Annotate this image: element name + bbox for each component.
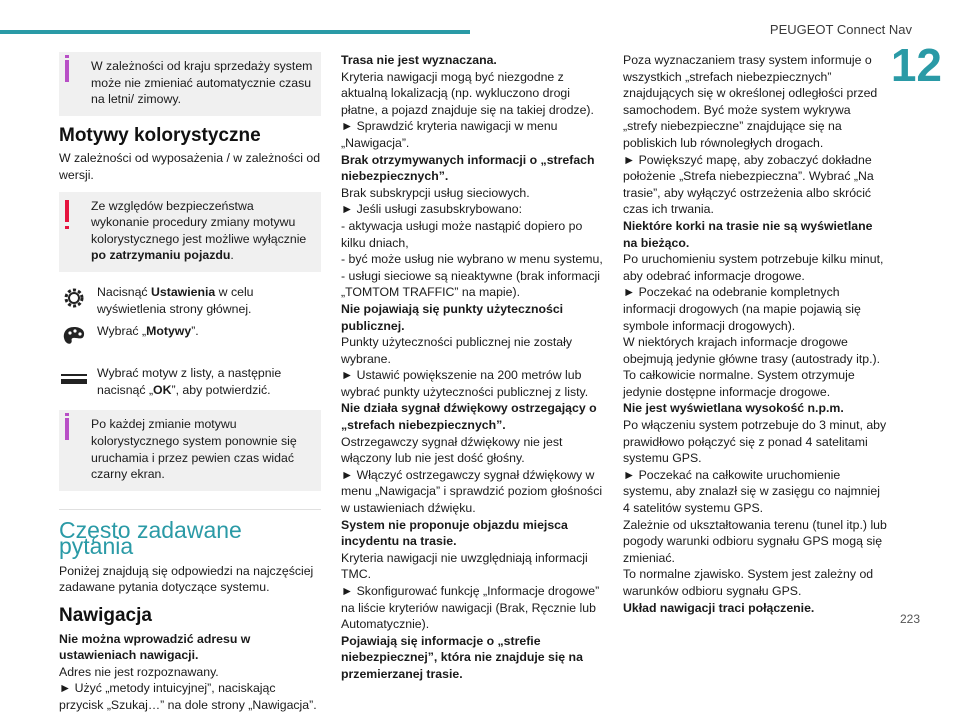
info-icon: [65, 418, 69, 440]
step-themes: [59, 323, 321, 351]
faq-question: Trasa nie jest wyznaczana.: [341, 53, 497, 67]
gear-icon: [59, 284, 89, 312]
step-settings: [59, 284, 321, 317]
warning-box: [59, 192, 321, 272]
faq-answer: Ostrzegawczy sygnał dźwiękowy nie jest włączony lub nie jest dość głośny.: [341, 434, 563, 466]
column-3: [623, 52, 887, 616]
faq-list-item: - usługi sieciowe są nieaktywne (brak informacji „TOMTOM TRAFFIC” na mapie).: [341, 268, 601, 300]
chapter-heading: Często zadawane pytania: [59, 509, 321, 555]
faq-answer: Brak subskrypcji usług sieciowych.: [341, 185, 530, 200]
faq-question: Brak otrzymywanych informacji o „strefach niebezpiecznych”.: [341, 152, 595, 184]
step-text: Wybrać motyw z listy, a następnie nacisnąć „OK”, aby potwierdzić.: [97, 366, 282, 397]
faq-solution: ► Sprawdzić kryteria nawigacji w menu „Nawigacja”.: [341, 119, 558, 150]
column-2: [341, 52, 603, 683]
warning-icon: [65, 200, 69, 222]
section-intro: W zależności od wyposażenia / w zależności od wersji.: [59, 151, 321, 182]
faq-answer: Adres nie jest rozpoznawany.: [59, 664, 219, 679]
faq-answer: Kryteria nawigacji nie uwzględniają informacji TMC.: [341, 550, 588, 582]
section-heading: Motywy kolorystyczne: [59, 124, 261, 146]
column-1: [59, 52, 321, 714]
faq-answer: To całkowicie normalne. System otrzymuje jedynie dostępne informacje drogowe.: [623, 368, 855, 399]
faq-solution: ► Włączyć ostrzegawczy sygnał dźwiękowy w menu „Nawigacja” i sprawdzić poziom głośności w ustawieniach dźwięku.: [341, 467, 603, 516]
section-heading: Nawigacja: [59, 605, 152, 627]
faq-solution: ► Powiększyć mapę, aby zobaczyć dokładne położenie „Strefa niebezpieczna”. Wybrać „Na trasie”, aby wyłączyć ostrzeżenia albo skrócić czas ich trwania.: [623, 152, 874, 217]
faq-solution: ► Poczekać na odebranie kompletnych informacji drogowych (na mapie pojawią się symbole informacji drogowych).: [623, 285, 861, 333]
faq-list-item: - aktywacja usługi może nastąpić dopiero po kilku dniach,: [341, 218, 583, 250]
section-intro: Poniżej znajdują się odpowiedzi na najczęściej zadawane pytania dotyczące systemu.: [59, 563, 314, 595]
step-confirm: [59, 365, 321, 398]
header-accent-bar: [0, 30, 470, 34]
info-text: Po każdej zmianie motywu kolorystycznego system ponownie się uruchamia i przez pewien czas widać czarny ekran.: [91, 417, 297, 482]
header-title: PEUGEOT Connect Nav: [769, 22, 912, 37]
faq-question: Nie jest wyświetlana wysokość n.p.m.: [623, 401, 844, 416]
faq-question: System nie proponuje objazdu miejsca incydentu na trasie.: [341, 517, 568, 549]
faq-answer: Kryteria nawigacji mogą być niezgodne z aktualną lokalizacją (np. wykluczono drogi płatne, a pojazd znajduje się na takiej drodze).: [341, 69, 594, 117]
step-text: Nacisnąć Ustawienia w celu wyświetlenia strony głównej.: [97, 284, 254, 316]
info-box: [59, 410, 321, 490]
faq-answer: Punkty użyteczności publicznej nie zostały wybrane.: [341, 335, 573, 366]
faq-solution: ► Poczekać na całkowite uruchomienie systemu, aby znalazł się w zasięgu co najmniej 4 satelitów systemu GPS.: [623, 467, 880, 516]
faq-answer: Zależnie od ukształtowania terenu (tunel itp.) lub pogody warunki odbioru sygnału GPS mogą się zmieniać.: [623, 517, 887, 565]
faq-answer: Poza wyznaczaniem trasy system informuje o wszystkich „strefach niebezpiecznych” znajdujących się w określonej odległości przed samochodem. Być może system wykrywa „strefy niebezpieczne” znajdujące się na pobliskich lub równoległych drogach.: [623, 53, 878, 150]
chapter-number: 12: [890, 39, 942, 91]
faq-answer: To normalne zjawisko. System jest zależny od warunków odbioru sygnału GPS.: [623, 567, 874, 598]
page-number: 223: [899, 612, 920, 626]
faq-solution: ► Skonfigurować funkcję „Informacje drogowe” na liście kryteriów nawigacji (Brak, Ręcznie lub Automatycznie).: [341, 584, 600, 632]
info-text: W zależności od kraju sprzedaży system może nie zmieniać automatycznie czasu na letni/ zimowy.: [91, 59, 313, 107]
faq-list-item: - być może usług nie wybrano w menu systemu,: [341, 252, 603, 267]
faq-question: Nie pojawiają się punkty użyteczności publicznej.: [341, 301, 564, 333]
faq-solution: ► Użyć „metody intuicyjnej”, naciskając przycisk „Szukaj…” na dole strony „Nawigacja”.: [59, 681, 317, 713]
step-text: Wybrać „Motywy”.: [97, 324, 199, 339]
faq-question: Niektóre korki na trasie nie są wyświetlane na bieżąco.: [623, 218, 873, 250]
faq-answer: Po włączeniu system potrzebuje do 3 minut, aby prawidłowo połączyć się z ponad 4 satelitami systemu GPS.: [623, 418, 887, 466]
info-box: [59, 52, 321, 116]
faq-solution: ► Ustawić powiększenie na 200 metrów lub wybrać punkty użyteczności publicznej z listy.: [341, 368, 589, 399]
faq-question: Nie działa sygnał dźwiękowy ostrzegający o „strefach niebezpiecznych”.: [341, 401, 597, 433]
faq-question: Pojawiają się informacje o „strefie niebezpiecznej”, która nie znajduje się na przemierzanej trasie.: [341, 633, 583, 681]
faq-question: Nie można wprowadzić adresu w ustawieniach nawigacji.: [59, 631, 251, 663]
faq-solution: ► Jeśli usługi zasubskrybowano:: [341, 202, 522, 217]
faq-answer: W niektórych krajach informacje drogowe obejmują jedynie główne trasy (autostrady itp.).: [623, 335, 880, 366]
palette-icon: [59, 323, 89, 351]
faq-answer: Po uruchomieniu system potrzebuje kilku minut, aby odebrać informacje drogowe.: [623, 252, 884, 283]
warning-text: Ze względów bezpieczeństwa wykonanie procedury zmiany motywu kolorystycznego jest możliwe wyłącznie po zatrzymaniu pojazdu.: [91, 198, 307, 263]
ok-bar-icon: [59, 365, 89, 393]
info-icon: [65, 60, 69, 82]
faq-question: Układ nawigacji traci połączenie.: [623, 600, 815, 615]
